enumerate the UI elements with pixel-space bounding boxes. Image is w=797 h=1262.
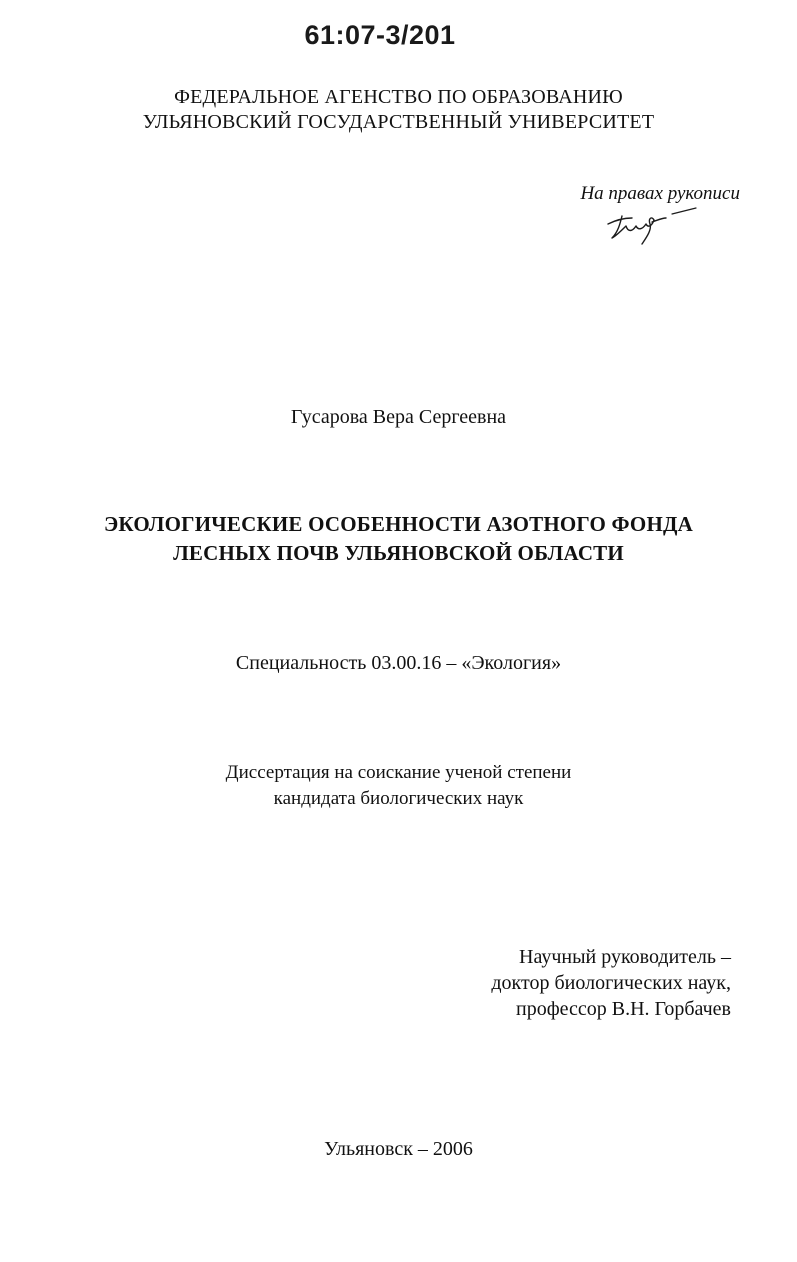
- dissertation-title: [0, 510, 797, 568]
- degree-line-2: кандидата биологических наук: [273, 788, 524, 809]
- agency-name: ФЕДЕРАЛЬНОЕ АГЕНСТВО ПО ОБРАЗОВАНИЮ: [174, 86, 623, 108]
- university-name: УЛЬЯНОВСКИЙ ГОСУДАРСТВЕННЫЙ УНИВЕРСИТЕТ: [142, 111, 655, 133]
- degree-line-1: Диссертация на соискание ученой степени: [225, 762, 572, 783]
- advisor-line-3: профессор В.Н. Горбачев: [515, 998, 731, 1020]
- advisor-line-2: доктор биологических наук,: [491, 972, 731, 994]
- specialty: Специальность 03.00.16 – «Экология»: [235, 652, 562, 674]
- place-year: Ульяновск – 2006: [324, 1138, 473, 1160]
- scientific-advisor: [491, 944, 731, 1022]
- manuscript-note: На правах рукописи: [580, 183, 740, 204]
- author-name: Гусарова Вера Сергеевна: [290, 406, 507, 428]
- catalog-code: 61:07-3/201: [304, 20, 456, 50]
- title-line-2: ЛЕСНЫХ ПОЧВ УЛЬЯНОВСКОЙ ОБЛАСТИ: [173, 541, 624, 565]
- title-line-1: ЭКОЛОГИЧЕСКИЕ ОСОБЕННОСТИ АЗОТНОГО ФОНДА: [103, 512, 694, 536]
- degree-statement: [0, 760, 797, 812]
- advisor-line-1: Научный руководитель –: [519, 946, 731, 968]
- institution-header: [0, 85, 797, 135]
- handwritten-signature: [602, 202, 702, 250]
